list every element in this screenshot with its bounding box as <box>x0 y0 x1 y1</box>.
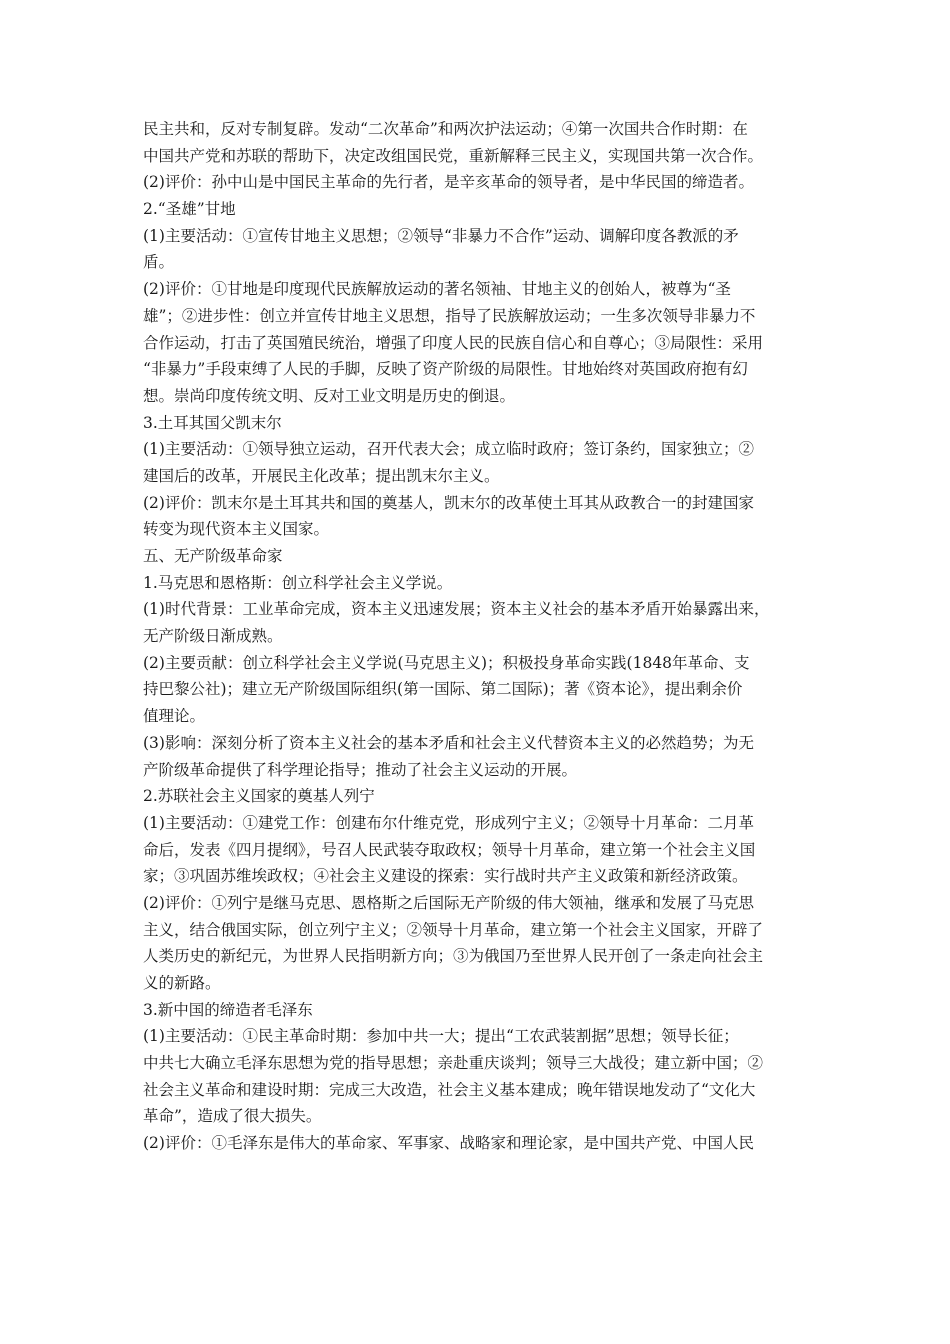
text-line: 民主共和，反对专制复辟。发动“二次革命”和两次护法运动；④第一次国共合作时期：在 <box>143 120 748 138</box>
text-line: 3.土耳其国父凯末尔 <box>143 413 282 432</box>
text-line: (2)主要贡献：创立科学社会主义学说(马克思主义)；积极投身革命实践(1848年革命、支 <box>143 653 750 672</box>
text-line: 无产阶级日渐成熟。 <box>143 627 283 646</box>
text-line: 人类历史的新纪元，为世界人民指明新方向；③为俄国乃至世界人民开创了一条走向社会主 <box>143 947 764 966</box>
text-line: (1)主要活动：①宣传甘地主义思想；②领导“非暴力不合作”运动、调解印度各教派的矛 <box>143 226 739 245</box>
text-line: (1)时代背景：工业革命完成，资本主义迅速发展；资本主义社会的基本矛盾开始暴露出来， <box>143 600 770 619</box>
text-line: 2.“圣雄”甘地 <box>143 200 236 219</box>
text-line: 值理论。 <box>143 707 206 726</box>
text-line: 家；③巩固苏维埃政权；④社会主义建设的探索：实行战时共产主义政策和新经济政策。 <box>143 867 748 886</box>
document-body <box>143 116 823 1157</box>
text-line: (1)主要活动：①建党工作：创建布尔什维克党，形成列宁主义；②领导十月革命：二月革 <box>143 813 754 832</box>
text-line: 中国共产党和苏联的帮助下，决定改组国民党，重新解释三民主义，实现国共第一次合作。 <box>143 146 764 165</box>
text-line: 建国后的改革，开展民主化改革；提出凯末尔主义。 <box>143 466 500 485</box>
text-line: (2)评价：①甘地是印度现代民族解放运动的著名领袖、甘地主义的创始人，被尊为“圣 <box>143 280 731 299</box>
text-line: “非暴力”手段束缚了人民的手脚，反映了资产阶级的局限性。甘地始终对英国政府抱有幻 <box>143 360 748 379</box>
text-line: (3)影响：深刻分析了资本主义社会的基本矛盾和社会主义代替资本主义的必然趋势；为无 <box>143 733 754 752</box>
text-line: 社会主义革命和建设时期：完成三大改造，社会主义基本建成；晚年错误地发动了“文化大 <box>143 1080 756 1099</box>
text-line: (2)评价：①毛泽东是伟大的革命家、军事家、战略家和理论家，是中国共产党、中国人民 <box>143 1134 754 1153</box>
text-line: 合作运动，打击了英国殖民统治，增强了印度人民的民族自信心和自尊心；③局限性：采用 <box>143 333 764 352</box>
text-line: 想。崇尚印度传统文明、反对工业文明是历史的倒退。 <box>143 386 516 405</box>
text-line: 转变为现代资本主义国家。 <box>143 520 330 539</box>
text-line: (1)主要活动：①民主革命时期：参加中共一大；提出“工农武装割据”思想；领导长征； <box>143 1027 739 1046</box>
text-line: 五、无产阶级革命家 <box>143 547 283 565</box>
text-line: 1.马克思和恩格斯：创立科学社会主义学说。 <box>143 573 453 592</box>
text-line: 雄”；②进步性：创立并宣传甘地主义思想，指导了民族解放运动；一生多次领导非暴力不 <box>143 306 756 325</box>
text-line: 革命”，造成了很大损失。 <box>143 1107 322 1126</box>
text-line: (2)评价：①列宁是继马克思、恩格斯之后国际无产阶级的伟大领袖，继承和发展了马克思 <box>143 893 754 912</box>
text-line: 义的新路。 <box>143 974 221 992</box>
text-line: 中共七大确立毛泽东思想为党的指导思想；亲赴重庆谈判；领导三大战役；建立新中国；② <box>143 1054 764 1073</box>
text-line: 主义，结合俄国实际，创立列宁主义；②领导十月革命，建立第一个社会主义国家，开辟了 <box>143 920 764 939</box>
text-line: 2.苏联社会主义国家的奠基人列宁 <box>143 787 375 806</box>
text-line: 持巴黎公社)；建立无产阶级国际组织(第一国际、第二国际)；著《资本论》，提出剩余价 <box>143 680 743 699</box>
text-line: 盾。 <box>143 253 175 272</box>
text-line: 3.新中国的缔造者毛泽东 <box>143 1000 313 1019</box>
text-line: (2)评价：孙中山是中国民主革命的先行者，是辛亥革命的领导者，是中华民国的缔造者。 <box>143 173 754 192</box>
text-line: (1)主要活动：①领导独立运动，召开代表大会；成立临时政府；签订条约，国家独立；② <box>143 440 754 459</box>
text-line: 命后，发表《四月提纲》，号召人民武装夺取政权；领导十月革命，建立第一个社会主义国 <box>143 840 756 859</box>
text-line: 产阶级革命提供了科学理论指导；推动了社会主义运动的开展。 <box>143 760 578 779</box>
text-line: (2)评价：凯末尔是土耳其共和国的奠基人，凯末尔的改革使土耳其从政教合一的封建国家 <box>143 493 754 512</box>
